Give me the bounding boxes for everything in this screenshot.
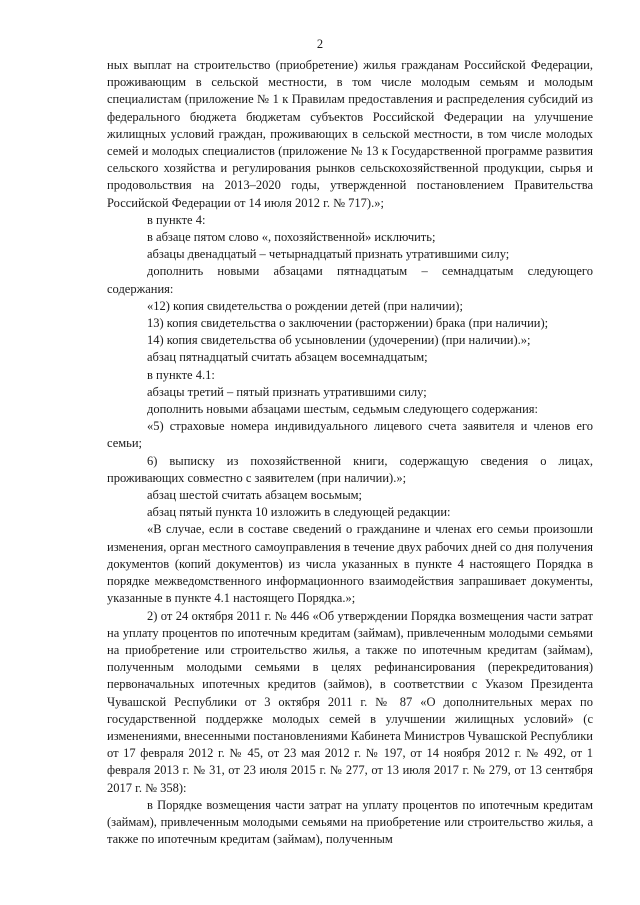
paragraph: «В случае, если в составе сведений о гражданине и членах его семьи произошли изменения, орган местного самоуправления в течение двух рабочих дней со дня получения документов (копий документов) из числа указанных в пункте 4 настоящего Порядка в порядке межведомственного информационного взаимодействия запрашивает документы, указанные в пункте 4.1 настоящего Порядка.»;	[107, 522, 593, 606]
paragraph: в пункте 4:	[147, 212, 206, 227]
paragraph: абзац шестой считать абзацем восьмым;	[147, 488, 362, 503]
paragraph: в абзаце пятом слово «, похозяйственной» исключить;	[147, 230, 436, 245]
paragraph: 2) от 24 октября 2011 г. № 446 «Об утверждении Порядка возмещения части затрат на уплату процентов по ипотечным кредитам (займам), привлеченным молодыми семьями на приобретение или строительство жилья, а также по ипотечным кредитам (займам), полученным молодыми семьями в целях рефинансирования (перекредитования) первоначальных ипотечных кредитов (займов), в соответствии с Указом Президента Чувашской Республики от 3 октября 2011 г. № 87 «О дополнительных мерах по государственной поддержке молодых семей в улучшении жилищных условий» (с изменениями, внесенными постановлениями Кабинета Министров Чувашской Республики от 17 февраля 2012 г. № 45, от 23 мая 2012 г. № 197, от 14 ноября 2012 г. № 492, от 1 февраля 2013 г. № 31, от 23 июля 2015 г. № 277, от 13 июля 2017 г. № 279, от 13 сентября 2017 г. № 358):	[107, 608, 593, 795]
page-number: 2	[316, 37, 324, 51]
paragraph: 6) выписку из похозяйственной книги, содержащую сведения о лицах, проживающих совместно с заявителем (при наличии).»;	[107, 453, 593, 485]
paragraph: «5) страховые номера индивидуального лицевого счета заявителя и членов его семьи;	[107, 419, 593, 451]
paragraph: абзац пятнадцатый считать абзацем восемнадцатым;	[147, 350, 428, 365]
paragraph: ных выплат на строительство (приобретение) жилья гражданам Российской Федерации, проживающим в сельской местности, в том числе молодым семьям и молодым специалистам (приложение № 1 к Правилам предоставления и распределения субсидий из федерального бюджета бюджетам субъектов Российской Федерации на улучшение жилищных условий граждан, проживающих в сельской местности, в том числе молодых семей и молодых специалистов (приложение № 13 к Государственной программе развития сельского хозяйства и регулирования рынков сельскохозяйственной продукции, сырья и продовольствия на 2013–2020 годы, утвержденной постановлением Правительства Российской Федерации от 14 июля 2012 г. № 717).»;	[107, 58, 593, 210]
paragraph: абзацы двенадцатый – четырнадцатый признать утратившими силу;	[147, 247, 510, 262]
paragraph: дополнить новыми абзацами пятнадцатым – семнадцатым следующего содержания:	[107, 264, 593, 296]
document-body	[107, 57, 593, 848]
paragraph: 14) копия свидетельства об усыновлении (удочерении) (при наличии).»;	[147, 333, 531, 348]
paragraph: абзацы третий – пятый признать утратившими силу;	[147, 384, 427, 399]
paragraph: «12) копия свидетельства о рождении детей (при наличии);	[147, 298, 463, 313]
paragraph: 13) копия свидетельства о заключении (расторжении) брака (при наличии);	[147, 316, 549, 331]
paragraph: в пункте 4.1:	[147, 367, 215, 382]
paragraph: абзац пятый пункта 10 изложить в следующей редакции:	[147, 505, 451, 520]
paragraph: дополнить новыми абзацами шестым, седьмым следующего содержания:	[147, 402, 539, 417]
paragraph: в Порядке возмещения части затрат на уплату процентов по ипотечным кредитам (займам), привлеченным молодыми семьями на приобретение или строительство жилья, а также по ипотечным кредитам (займам), полученным	[107, 797, 593, 847]
